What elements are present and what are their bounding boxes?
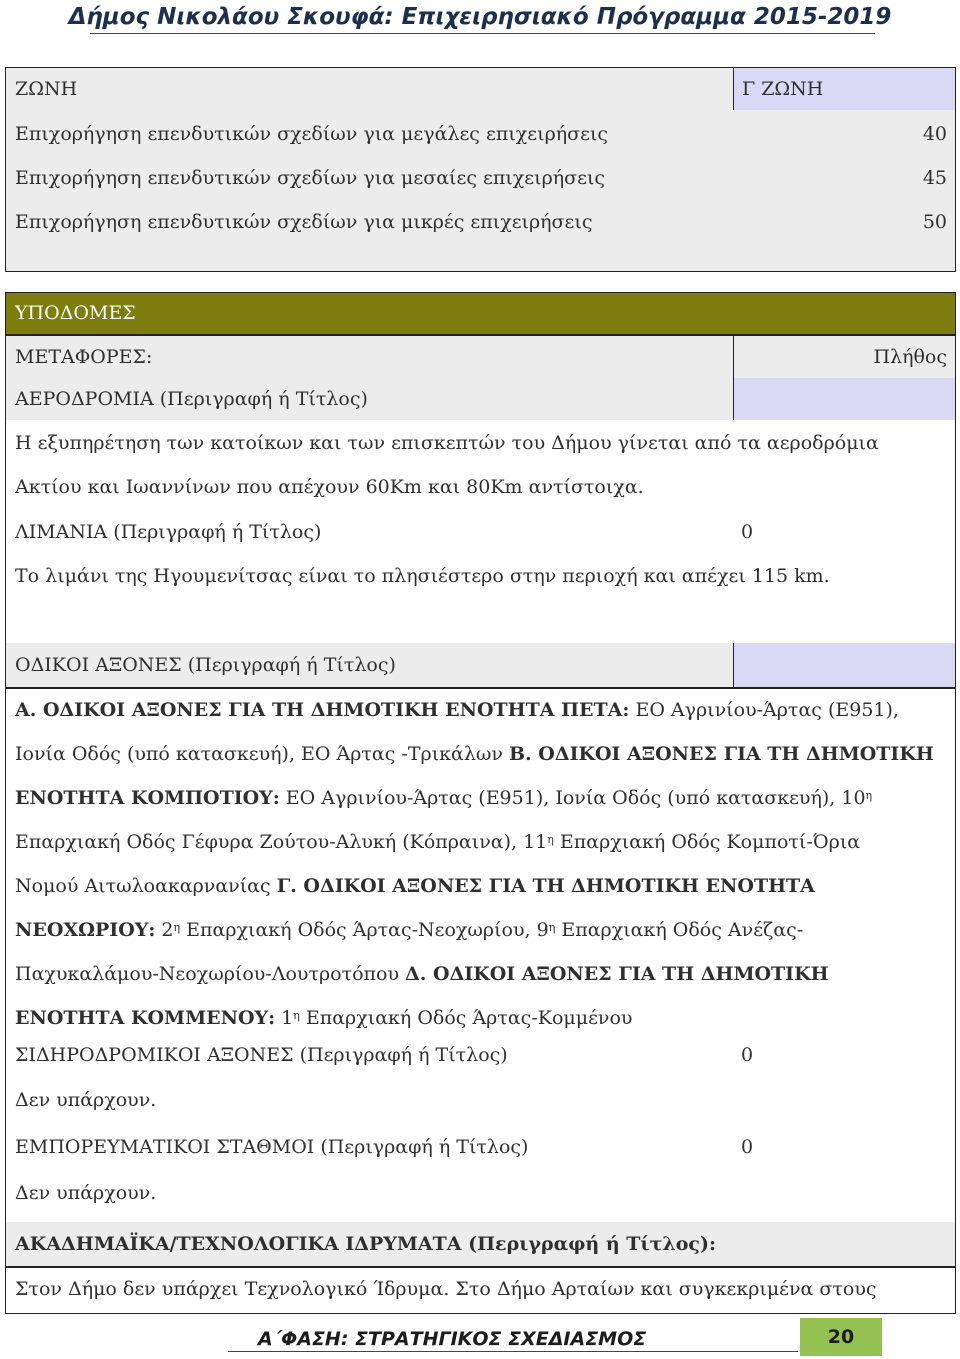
rail-text: Δεν υπάρχουν. bbox=[15, 1089, 157, 1111]
roads-text: Επαρχιακή Οδός Κομποτί-Όρια bbox=[553, 831, 861, 853]
roads-label: ΟΔΙΚΟΙ ΑΞΟΝΕΣ (Περιγραφή ή Τίτλος) bbox=[15, 654, 396, 676]
superscript: η bbox=[173, 921, 181, 934]
page-number: 20 bbox=[800, 1318, 882, 1356]
zone-col-value: Γ ΖΩΝΗ bbox=[742, 78, 824, 100]
roads-text-ab bbox=[6, 732, 955, 776]
count-header: Πλήθος bbox=[873, 346, 947, 368]
roads-text-c bbox=[6, 908, 955, 952]
roads-count-cell bbox=[733, 643, 955, 687]
roads-heading-b2: ΕΝΟΤΗΤΑ ΚΟΜΠΟΤΙΟΥ: bbox=[15, 787, 280, 809]
roads-heading-d: Δ. ΟΔΙΚΟΙ ΑΞΟΝΕΣ ΓΙΑ ΤΗ ΔΗΜΟΤΙΚΗ bbox=[405, 963, 829, 985]
roads-text: 1 bbox=[275, 1007, 294, 1029]
rail-label: ΣΙΔΗΡΟΔΡΟΜΙΚΟΙ ΑΞΟΝΕΣ (Περιγραφή ή Τίτλος) bbox=[15, 1044, 508, 1066]
roads-heading-d2: ΕΝΟΤΗΤΑ ΚΟΜΜΕΝΟΥ: bbox=[15, 1007, 276, 1029]
freight-label: ΕΜΠΟΡΕΥΜΑΤΙΚΟΙ ΣΤΑΘΜΟΙ (Περιγραφή ή Τίτλος) bbox=[15, 1136, 529, 1158]
rail-row bbox=[6, 1033, 955, 1077]
superscript: η bbox=[548, 921, 556, 934]
roads-text-bc bbox=[6, 864, 955, 908]
roads-text: Επαρχιακή Οδός Άρτας-Κομμένου bbox=[299, 1007, 633, 1029]
row-value: 50 bbox=[922, 211, 947, 233]
superscript: η bbox=[547, 833, 554, 846]
roads-text: Παχυκαλάμου-Νεοχωρίου-Λουτροτόπου bbox=[15, 963, 406, 985]
page-header-title: Δήμος Νικολάου Σκουφά: Επιχειρησιακό Πρόγραμμα 2015-2019 bbox=[68, 4, 892, 30]
ports-row bbox=[6, 510, 955, 554]
roads-heading-c2: ΝΕΟΧΩΡΙΟΥ: bbox=[15, 919, 156, 941]
airports-text-1 bbox=[6, 421, 955, 465]
section-title-row bbox=[6, 293, 955, 335]
roads-text: 2 bbox=[155, 919, 174, 941]
airports-label: ΑΕΡΟΔΡΟΜΙΑ (Περιγραφή ή Τίτλος) bbox=[15, 388, 368, 410]
airports-text: Ακτίου και Ιωαννίνων που απέχουν 60Km και 80Km αντίστοιχα. bbox=[15, 476, 644, 498]
airports-text: Η εξυπηρέτηση των κατοίκων και των επισκεπτών του Δήμου γίνεται από τα αεροδρόμια bbox=[15, 432, 879, 454]
row-value: 40 bbox=[922, 123, 947, 145]
transport-row bbox=[6, 336, 955, 378]
freight-row bbox=[6, 1125, 955, 1169]
roads-text: Επαρχιακή Οδός Ανέζας- bbox=[555, 919, 804, 941]
ports-count: 0 bbox=[741, 521, 754, 543]
roads-text: ΕΟ Αγρινίου-Άρτας (Ε951), bbox=[629, 699, 899, 721]
academic-text: Στον Δήμο δεν υπάρχει Τεχνολογικό Ίδρυμα. Στο Δήμο Αρταίων και συγκεκριμένα στους bbox=[15, 1278, 877, 1300]
row-label: Επιχορήγηση επενδυτικών σχεδίων για μικρές επιχειρήσεις bbox=[15, 211, 593, 233]
header-divider bbox=[90, 33, 875, 34]
roads-heading-c: Γ. ΟΔΙΚΟΙ ΑΞΟΝΕΣ ΓΙΑ ΤΗ ΔΗΜΟΤΙΚΗ ΕΝΟΤΗΤΑ bbox=[276, 875, 815, 897]
ports-text-1 bbox=[6, 554, 955, 598]
zone-col-label: ΖΩΝΗ bbox=[15, 78, 78, 100]
roads-heading-a: Α. ΟΔΙΚΟΙ ΑΞΟΝΕΣ ΓΙΑ ΤΗ ΔΗΜΟΤΙΚΗ ΕΝΟΤΗΤΑ ΠΕΤΑ: bbox=[15, 699, 630, 721]
academic-row bbox=[6, 1222, 955, 1266]
table-row bbox=[6, 112, 955, 156]
roads-text-b2 bbox=[6, 820, 955, 864]
airports-count-cell bbox=[733, 378, 955, 420]
table-row bbox=[6, 200, 955, 244]
roads-text: Νομού Αιτωλοακαρνανίας bbox=[15, 875, 277, 897]
footer-divider bbox=[228, 1351, 798, 1352]
table-row bbox=[6, 156, 955, 200]
zone-table-header bbox=[6, 68, 955, 110]
freight-text: Δεν υπάρχουν. bbox=[15, 1182, 157, 1204]
footer-title: Α΄ΦΑΣΗ: ΣΤΡΑΤΗΓΙΚΟΣ ΣΧΕΔΙΑΣΜΟΣ bbox=[258, 1328, 647, 1350]
row-label: Επιχορήγηση επενδυτικών σχεδίων για μεγάλες επιχειρήσεις bbox=[15, 123, 609, 145]
academic-text-row bbox=[6, 1267, 955, 1311]
airports-row bbox=[6, 378, 955, 420]
roads-text: Επαρχιακή Οδός Γέφυρα Ζούτου-Αλυκή (Κόπραινα), 11 bbox=[15, 831, 548, 853]
airports-text-2 bbox=[6, 465, 955, 509]
row-label: Επιχορήγηση επενδυτικών σχεδίων για μεσαίες επιχειρήσεις bbox=[15, 167, 606, 189]
superscript: η bbox=[293, 1009, 300, 1022]
section-title: ΥΠΟΔΟΜΕΣ bbox=[15, 302, 136, 324]
roads-text-cd bbox=[6, 952, 955, 996]
academic-label: ΑΚΑΔΗΜΑΪΚΑ/ΤΕΧΝΟΛΟΓΙΚΑ ΙΔΡΥΜΑΤΑ (Περιγραφή ή Τίτλος): bbox=[15, 1233, 716, 1255]
transport-label: ΜΕΤΑΦΟΡΕΣ: bbox=[15, 346, 153, 368]
ports-text: Το λιμάνι της Ηγουμενίτσας είναι το πλησιέστερο στην περιοχή και απέχει 115 km. bbox=[15, 565, 830, 587]
zone-col-header bbox=[733, 68, 955, 110]
roads-text-a bbox=[6, 688, 955, 732]
count-header-cell bbox=[733, 336, 955, 378]
freight-count: 0 bbox=[741, 1136, 754, 1158]
roads-text: Επαρχιακή Οδός Άρτας-Νεοχωρίου, 9 bbox=[180, 919, 549, 941]
superscript: η bbox=[865, 789, 873, 802]
row-value: 45 bbox=[922, 167, 947, 189]
zone-table bbox=[5, 67, 956, 272]
rail-count: 0 bbox=[741, 1044, 754, 1066]
ports-label: ΛΙΜΑΝΙΑ (Περιγραφή ή Τίτλος) bbox=[15, 521, 322, 543]
roads-heading-b: Β. ΟΔΙΚΟΙ ΑΞΟΝΕΣ ΓΙΑ ΤΗ ΔΗΜΟΤΙΚΗ bbox=[508, 743, 934, 765]
roads-text-b bbox=[6, 776, 955, 820]
rail-text-row bbox=[6, 1078, 955, 1122]
roads-text: ΕΟ Αγρινίου-Άρτας (Ε951), Ιονία Οδός (υπό κατασκευή), 10 bbox=[279, 787, 866, 809]
roads-text: Ιονία Οδός (υπό κατασκευή), ΕΟ Άρτας -Τρικάλων bbox=[15, 743, 509, 765]
freight-text-row bbox=[6, 1171, 955, 1215]
roads-row bbox=[6, 643, 955, 687]
infrastructure-table bbox=[5, 292, 956, 1314]
